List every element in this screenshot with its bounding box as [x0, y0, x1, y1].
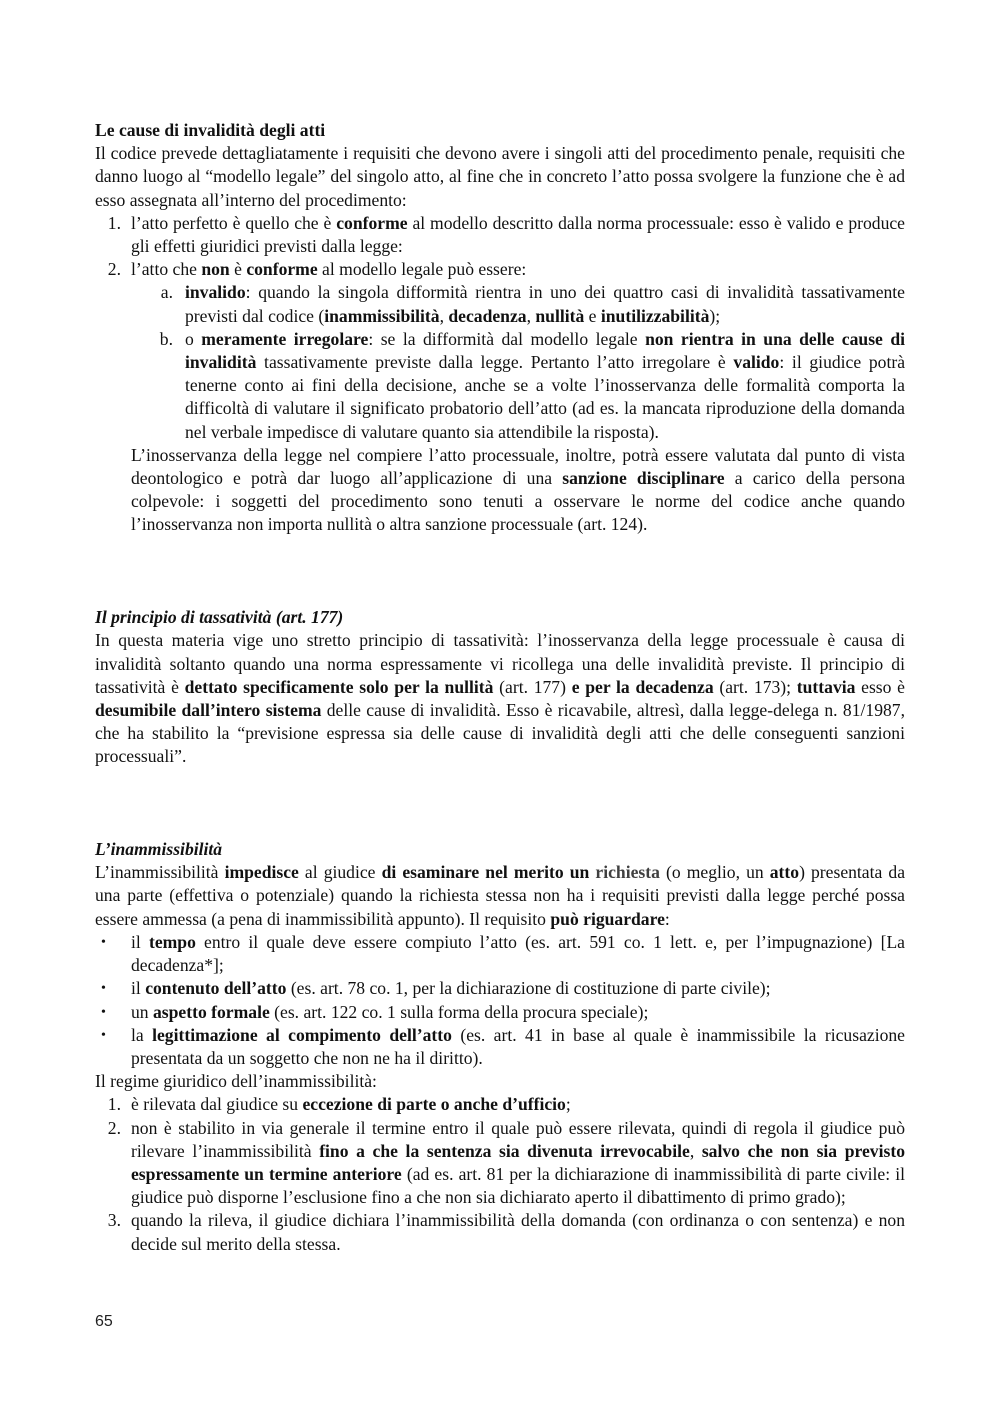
list-marker: 1. — [107, 212, 121, 233]
list-item: 1. è rilevata dal giudice su eccezione di parte o anche d’ufficio; — [95, 1093, 905, 1116]
list-marker: 2. — [107, 259, 121, 280]
section-title-invalidita: Le cause di invalidità degli atti — [95, 120, 326, 140]
bullet-icon: • — [101, 934, 106, 950]
list-item: • un aspetto formale (es. art. 122 co. 1 sulla forma della procura speciale); — [95, 1001, 905, 1024]
section-spacer — [95, 769, 905, 839]
list-marker: a. — [160, 282, 173, 303]
bullet-icon: • — [101, 1027, 106, 1043]
list-item: • il tempo entro il quale deve essere compiuto l’atto (es. art. 591 co. 1 lett. e, per l’impugnazione) [La decadenza*]; — [101, 931, 905, 976]
list-item: • la legittimazione al compimento dell’atto (es. art. 41 in base al quale è inammissibile la ricusazione presentata da un soggetto che non ne ha il diritto). — [101, 1024, 905, 1068]
list-marker: 1. — [107, 1094, 121, 1115]
atto-list — [95, 212, 905, 282]
list-marker: 2. — [107, 1117, 121, 1138]
regime-list — [95, 1093, 905, 1255]
section-title-tassativita: Il principio di tassatività (art. 177) — [95, 607, 344, 628]
requisiti-list — [95, 931, 905, 1070]
bullet-icon: • — [101, 1004, 106, 1020]
document-page — [95, 119, 905, 1256]
list-marker: 3. — [107, 1210, 121, 1231]
list-item: 3. quando la rileva, il giudice dichiara l’inammissibilità della domanda (con ordinanza o con sentenza) e non decide sul merito della stessa. — [95, 1209, 905, 1255]
list-item: 1. l’atto perfetto è quello che è conforme al modello descritto dalla norma processuale: esso è valido e produce gli effetti giuridici previsti dalla legge: — [95, 212, 905, 258]
list-item: 2. l’atto che non è conforme al modello legale può essere: — [95, 258, 905, 281]
list-item: b. o meramente irregolare: se la difformità dal modello legale non rientra in una delle cause di invalidità tassativamente previste dalla legge. Pertanto l’atto irregolare è valido: il giudice potrà tenerne conto ai fini della decisione, anche se a volte l’inosservanza delle formalità comporta la difficoltà di valutare il significato probatorio dell’atto (ad es. la mancata riproduzione della domanda nel verbale impedisce di valutare quanto sia attendibile la risposta). — [149, 328, 905, 444]
section-spacer — [95, 537, 905, 607]
sublist-alpha — [149, 281, 905, 443]
list-item: a. invalido: quando la singola difformità rientra in uno dei quattro casi di invalidità tassativamente previsti dal codice (inammissibilità, decadenza, nullità e inutilizzabilità); — [149, 281, 905, 327]
list-marker: b. — [159, 328, 173, 349]
inammissibilita-paragraph: L’inammissibilità impedisce al giudice di esaminare nel merito un richiesta (o meglio, un atto) presentata da una parte (effettiva o potenziale) quando la richiesta stessa non ha i requisiti previsti dalla legge perché possa essere ammessa (a pena di inammissibilità appunto). Il requisito può riguardare: — [95, 862, 905, 929]
section-title-inammissibilita: L’inammissibilità — [95, 839, 223, 860]
tassativita-paragraph: In questa materia vige uno stretto principio di tassatività: l’inosservanza della legge processuale è causa di invalidità soltanto quando una norma espressamente vi ricollega una delle invalidità previste. Il principio di tassatività è dettato specificamente solo per la nullità (art. 177) e per la decadenza (art. 173); tuttavia esso è desumibile dall’intero sistema delle cause di invalidità. Esso è ricavabile, altresì, dalla legge-delega n. 81/1987, che ha stabilito la “previsione espressa sia delle cause di invalidità degli atti che delle conseguenti sanzioni processuali”. — [95, 630, 905, 767]
list-item: • il contenuto dell’atto (es. art. 78 co. 1, per la dichiarazione di costituzione di parte civile); — [95, 977, 905, 1000]
bullet-icon: • — [101, 981, 106, 997]
intro-paragraph: Il codice prevede dettagliatamente i requisiti che devono avere i singoli atti del procedimento penale, requisiti che danno luogo al “modello legale” del singolo atto, al fine che in concreto l’atto possa svolgere la funzione che è ad esso assegnata all’interno del procedimento: — [95, 143, 905, 210]
page-number: 65 — [95, 1313, 113, 1330]
closing-paragraph: L’inosservanza della legge nel compiere l’atto processuale, inoltre, potrà essere valutata dal punto di vista deontologico e potrà dar luogo all’applicazione di una sanzione disciplinare a carico della persona colpevole: i soggetti del procedimento sono tenuti a osservare le norme del codice anche quando l’inosservanza non importa nullità o altra sanzione processuale (art. 124). — [131, 444, 905, 535]
regime-heading: Il regime giuridico dell’inammissibilità: — [95, 1071, 377, 1092]
list-item: 2. non è stabilito in via generale il termine entro il quale può essere rilevata, quindi di regola il giudice può rilevare l’inammissibilità fino a che la sentenza sia divenuta irrevocabile, salvo che non sia previsto espressamente un termine anteriore (ad es. art. 81 per la dichiarazione di inammissibilità di parte civile: il giudice può disporne l’esclusione fino a che non sia dichiarato aperto il dibattimento di primo grado); — [95, 1117, 905, 1210]
